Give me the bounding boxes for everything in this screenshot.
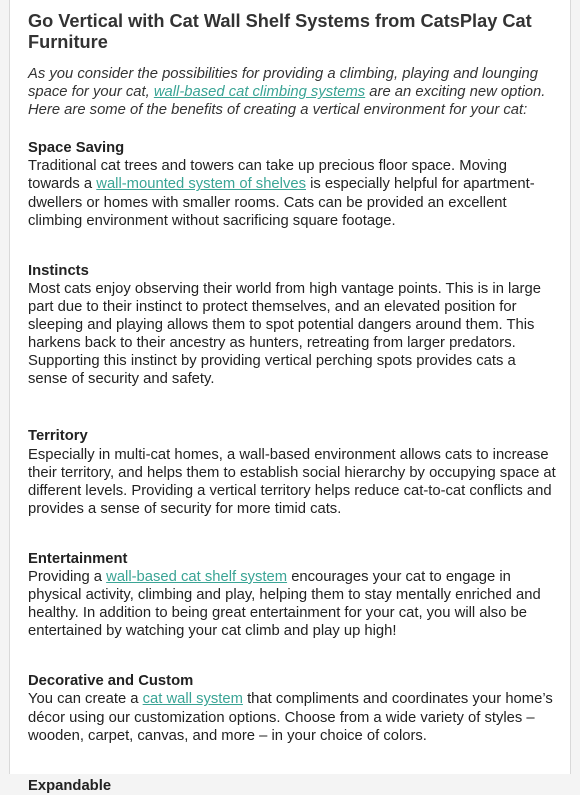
- section-heading: Space Saving: [28, 140, 125, 157]
- article-page: [9, 0, 571, 794]
- section-body: Especially in multi-cat homes, a wall-based environment allows cats to increase their territory, and helps them to establish social hierarchy by occupying space at different levels. Providing a vertical territory helps reduce cat-to-cat conflicts and provides a sense of security for more timid cats.: [28, 446, 556, 517]
- section-space-saving: [28, 139, 558, 229]
- section-body: Most cats enjoy observing their world from high vantage points. This is in large part due to their instinct to protect themselves, and an elevated position for sleeping and playing allows them to spot potential dangers around them. This harkens back to their ancestry as hunters, retreating from larger predators. Supporting this instinct by providing vertical perching spots provides cats a sense of security and safety.: [28, 280, 541, 388]
- section-heading: Instincts: [28, 262, 89, 279]
- intro-text-before: As you consider the possibilities for providing a climbing, playing and lounging space for your cat,: [28, 66, 538, 101]
- section-heading: Expandable: [28, 777, 112, 794]
- section-text-before: Traditional cat trees and towers can take up precious floor space. Moving towards a: [28, 158, 507, 193]
- section-body: [28, 690, 558, 744]
- article-content: [28, 11, 558, 795]
- section-heading: Decorative and Custom: [28, 673, 194, 690]
- wall-mounted-shelves-link[interactable]: wall-mounted system of shelves: [96, 176, 306, 193]
- cat-wall-system-link[interactable]: cat wall system: [142, 691, 243, 708]
- section-instincts: [28, 262, 558, 389]
- section-text-before: You can create a: [28, 691, 143, 708]
- section-decorative-custom: [28, 672, 558, 744]
- section-territory: [28, 427, 558, 517]
- section-entertainment: [28, 550, 558, 640]
- intro-text-after: are an exciting new option. Here are some of the benefits of creating a vertical environment for your cat:: [28, 84, 546, 119]
- section-text-after: is especially helpful for apartment-dwellers or homes with smaller rooms. Cats can be provided an excellent climbing environment without sacrificing square footage.: [28, 176, 535, 229]
- wall-based-cat-shelf-system-link[interactable]: wall-based cat shelf system: [106, 568, 288, 585]
- section-heading: Entertainment: [28, 550, 128, 567]
- wall-based-climbing-systems-link[interactable]: wall-based cat climbing systems: [153, 84, 366, 101]
- section-text-after: that compliments and coordinates your home’s décor using our customization options. Choose from a wide variety of styles – wooden, carpet, canvas, and more – in your choice of colors.: [28, 691, 553, 744]
- section-body: [28, 157, 558, 229]
- section-text-after: encourages your cat to engage in physical activity, climbing and play, helping them to stay mentally enriched and healthy. In addition to being great entertainment for your cat, you will also be entertained by watching your cat climb and play up high!: [28, 568, 541, 640]
- section-text-before: Providing a: [28, 568, 107, 585]
- intro-paragraph: [28, 65, 558, 119]
- section-expandable: [28, 777, 558, 795]
- section-body: [28, 568, 558, 640]
- page-title: Go Vertical with Cat Wall Shelf Systems from CatsPlay Cat Furniture: [28, 11, 532, 52]
- section-heading: Territory: [28, 428, 88, 445]
